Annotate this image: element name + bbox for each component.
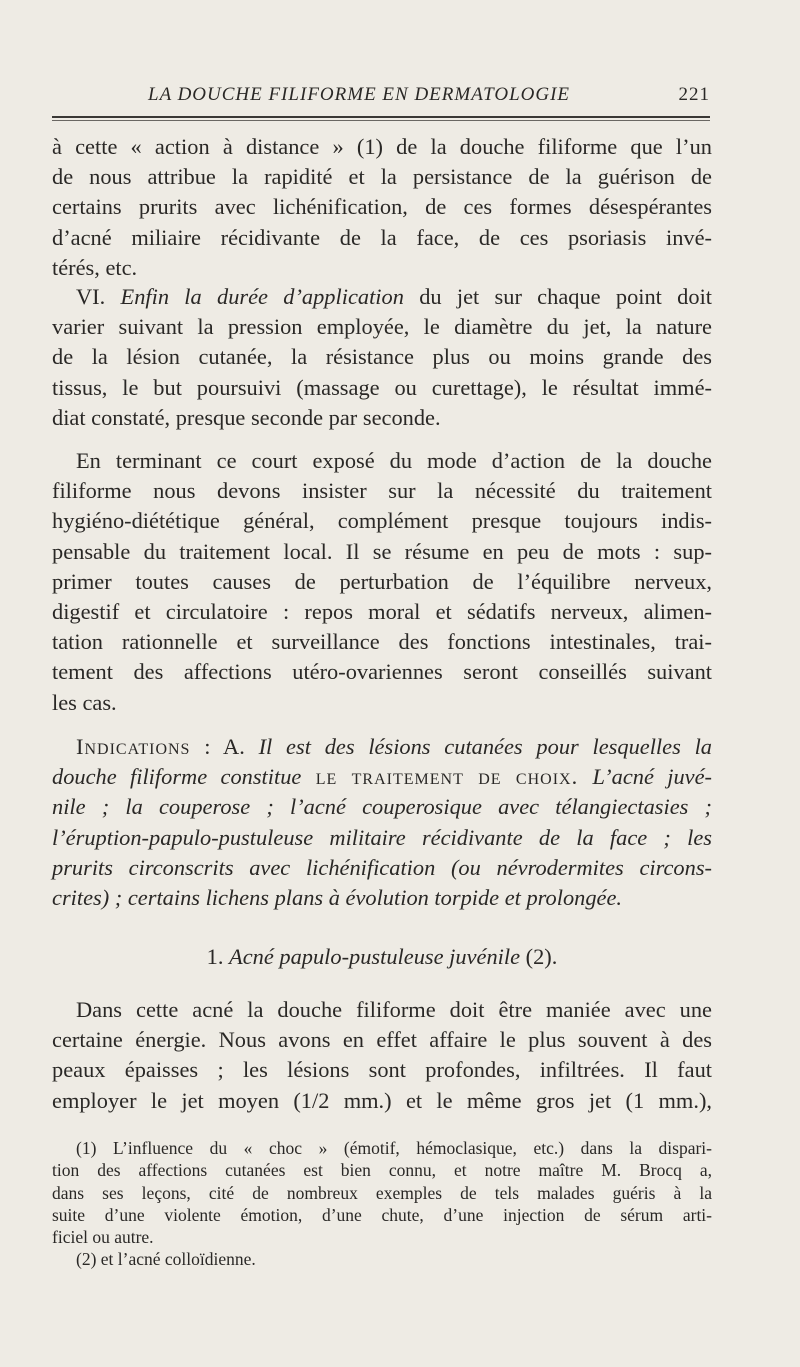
- section-heading: [52, 942, 712, 972]
- text-line: l’éruption-papulo-pustuleuse militaire récidivante de la face ; les: [52, 824, 712, 850]
- page-number: 221: [678, 84, 710, 105]
- text-line: diat constaté, presque seconde par seconde.: [52, 404, 441, 430]
- running-header: [52, 82, 710, 112]
- emphasis: L’acné juvé-: [592, 764, 713, 790]
- text-line: nile ; la couperose ; l’acné couperosique avec télangiectasies ;: [52, 794, 712, 820]
- emphasis: douche filiforme constitue: [52, 764, 302, 790]
- text-line: tissus, le but poursuivi (massage ou curettage), le résultat immé-: [52, 374, 712, 400]
- footnote-line: (2) et l’acné colloïdienne.: [76, 1249, 256, 1270]
- small-caps-run: le traitement de choix.: [301, 764, 593, 790]
- text-line: [52, 282, 712, 312]
- text-line: certaine énergie. Nous avons en effet affaire le plus souvent à des: [52, 1027, 712, 1053]
- text-line: de la lésion cutanée, la résistance plus ou moins grande des: [52, 344, 712, 370]
- paragraph-4: [52, 995, 712, 1116]
- text-line: varier suivant la pression employée, le diamètre du jet, la nature: [52, 314, 712, 340]
- text-line: à cette « action à distance » (1) de la douche filiforme que l’un: [52, 134, 712, 159]
- text-line: [52, 732, 712, 762]
- text-line: de nous attribue la rapidité et la persistance de la guérison de: [52, 164, 712, 190]
- paragraph-1: [52, 132, 712, 283]
- header-rule-thin: [52, 120, 710, 121]
- indications-label: Indications: [76, 734, 191, 759]
- text-line: crites) ; certains lichens plans à évolution torpide et prolongée.: [52, 884, 623, 910]
- section-ref: (2).: [520, 944, 558, 969]
- footnotes: [52, 1137, 712, 1271]
- text-line: En terminant ce court exposé du mode d’action de la douche: [76, 448, 712, 473]
- text-line: digestif et circulatoire : repos moral et sédatifs nerveux, alimen-: [52, 598, 712, 624]
- text-line: certains prurits avec lichénification, de ces formes désespérantes: [52, 194, 712, 220]
- section-numeral: VI.: [76, 284, 121, 309]
- text-line: les cas.: [52, 689, 117, 715]
- footnote-line: suite d’une violente émotion, d’une chute, d’une injection de sérum arti-: [52, 1204, 712, 1225]
- footnote-line: tion des affections cutanées est bien connu, et notre maître M. Brocq a,: [52, 1160, 712, 1181]
- text-line: d’acné miliaire récidivante de la face, de ces psoriasis invé-: [52, 224, 712, 250]
- header-rule: [52, 116, 710, 118]
- text-line: tement des affections utéro-ovariennes seront conseillés suivant: [52, 659, 712, 685]
- text-line: employer le jet moyen (1/2 mm.) et le même gros jet (1 mm.),: [52, 1087, 712, 1113]
- text-line: primer toutes causes de perturbation de l’équilibre nerveux,: [52, 568, 712, 594]
- text-line: térés, etc.: [52, 254, 138, 280]
- text-line: [52, 942, 712, 972]
- paragraph-2: [52, 282, 712, 433]
- text-run: : A.: [190, 734, 259, 759]
- footnote-line: (1) L’influence du « choc » (émotif, hémoclasique, etc.) dans la dispari-: [76, 1138, 712, 1158]
- text-line: Dans cette acné la douche filiforme doit être maniée avec une: [76, 997, 712, 1022]
- emphasis: Enfin la durée d’application: [120, 284, 404, 309]
- text-line: tation rationnelle et surveillance des fonctions intestinales, trai-: [52, 629, 712, 655]
- paragraph-3: [52, 446, 712, 718]
- indications-paragraph: [52, 732, 712, 913]
- text-line: filiforme nous devons insister sur la nécessité du traitement: [52, 478, 712, 504]
- footnote-line: ficiel ou autre.: [52, 1227, 154, 1248]
- section-number: 1.: [206, 944, 230, 969]
- emphasis: Il est des lésions cutanées pour lesquelles la: [258, 734, 713, 759]
- text-line: peaux épaisses ; les lésions sont profondes, infiltrées. Il faut: [52, 1057, 712, 1083]
- text-line: hygiéno-diététique général, complément presque toujours indis-: [52, 508, 712, 534]
- text-line: [52, 762, 712, 792]
- running-title: LA DOUCHE FILIFORME EN DERMATOLOGIE: [148, 84, 571, 105]
- footnote-line: dans ses leçons, cité de nombreux exemples de tels malades guéris à la: [52, 1182, 712, 1203]
- section-title: Acné papulo-pustuleuse juvénile: [229, 944, 521, 969]
- text-run: du jet sur chaque point doit: [403, 284, 713, 309]
- text-line: pensable du traitement local. Il se résume en peu de mots : sup-: [52, 538, 712, 564]
- text-line: prurits circonscrits avec lichénification (ou névrodermites circons-: [52, 854, 712, 880]
